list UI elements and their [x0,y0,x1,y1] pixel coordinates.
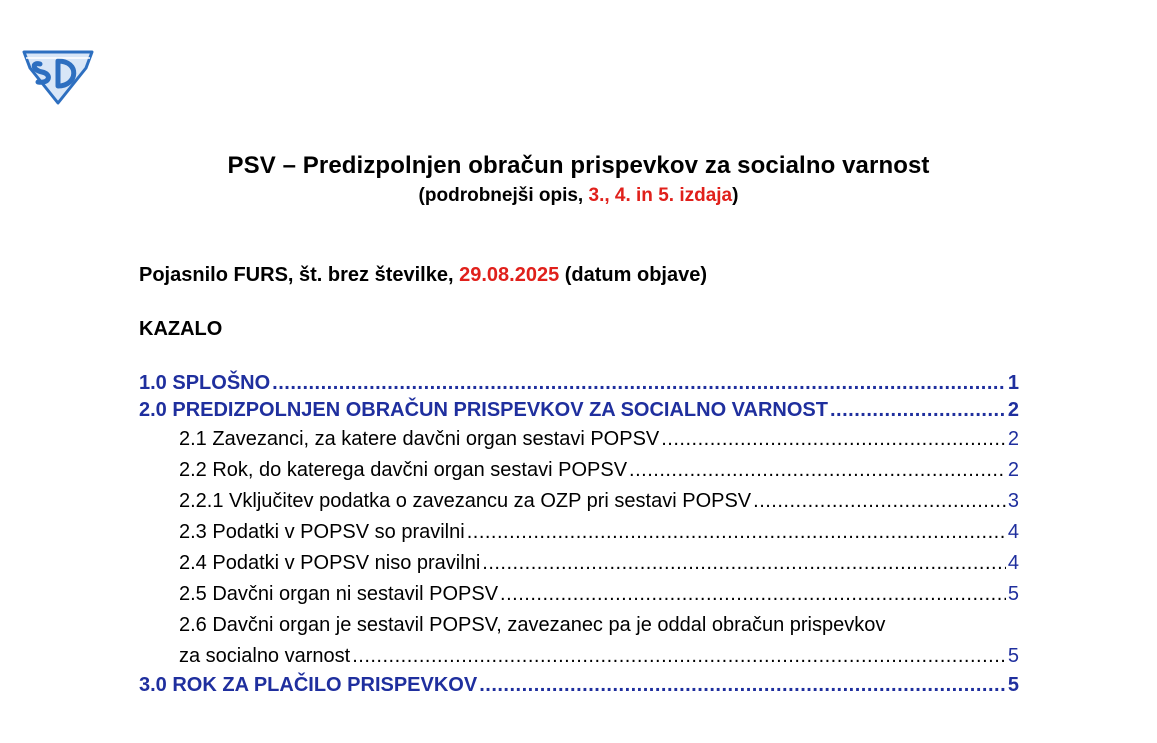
toc-leader [479,672,1006,699]
toc-entry-text-continued: za socialno varnost [179,645,351,667]
toc-heading: KAZALO [139,318,223,340]
toc-entry-2-2[interactable] [139,455,1019,486]
toc-leader [500,579,1006,610]
toc-entry-text: 3.0 ROK ZA PLAČILO PRISPEVKOV [139,674,478,696]
toc-entry-text: 2.2.1 Vključitev podatka o zavezancu za OZP pri sestavi POPSV [179,490,752,512]
note-date: 29.08.2025 [459,264,560,286]
furs-note [139,264,707,287]
toc-entry-2-6-line2[interactable] [139,641,1019,672]
toc-leader [629,455,1006,486]
toc-page-number: 2 [1007,459,1019,481]
toc-page-number: 5 [1007,674,1019,696]
toc-entry-text: 2.5 Davčni organ ni sestavil POPSV [179,583,499,605]
note-suffix: (datum objave) [559,264,708,286]
toc-entry-2-5[interactable] [139,579,1019,610]
toc-page-number: 2 [1007,428,1019,450]
toc-entry-2-2-1[interactable] [139,486,1019,517]
toc-entry-2-1[interactable] [139,424,1019,455]
toc-entry-2-0[interactable] [139,397,1019,424]
sd-logo [20,46,96,106]
table-of-contents [139,370,1019,699]
toc-page-number: 3 [1007,490,1019,512]
toc-entry-text: 2.3 Podatki v POPSV so pravilni [179,521,465,543]
toc-leader [482,548,1006,579]
toc-page-number: 5 [1007,645,1019,667]
note-prefix: Pojasnilo FURS, št. brez številke, [139,264,460,286]
toc-entry-3-0[interactable] [139,672,1019,699]
toc-leader [830,397,1006,424]
toc-leader [272,370,1006,397]
document-subtitle [0,185,1157,207]
toc-entry-2-3[interactable] [139,517,1019,548]
toc-entry-text: 2.4 Podatki v POPSV niso pravilni [179,552,481,574]
toc-page-number: 1 [1007,372,1019,394]
subtitle-editions: 3., 4. in 5. izdaja [588,185,733,206]
toc-entry-2-6-line1[interactable] [139,610,1019,641]
toc-leader [352,641,1006,672]
subtitle-prefix: (podrobnejši opis, [418,185,589,206]
toc-entry-text: 2.0 PREDIZPOLNJEN OBRAČUN PRISPEVKOV ZA SOCIALNO VARNOST [139,399,828,421]
toc-entry-1-0[interactable] [139,370,1019,397]
toc-entry-text: 2.1 Zavezanci, za katere davčni organ sestavi POPSV [179,428,660,450]
toc-page-number: 4 [1007,521,1019,543]
toc-entry-text: 1.0 SPLOŠNO [139,372,271,394]
toc-page-number: 5 [1007,583,1019,605]
toc-page-number: 4 [1007,552,1019,574]
toc-leader [661,424,1006,455]
toc-leader [753,486,1006,517]
toc-entry-text: 2.2 Rok, do katerega davčni organ sestavi POPSV [179,459,628,481]
subtitle-suffix: ) [732,185,739,206]
toc-leader [467,517,1006,548]
toc-page-number: 2 [1007,399,1019,421]
document-title: PSV – Predizpolnjen obračun prispevkov za socialno varnost [227,152,930,179]
toc-entry-text: 2.6 Davčni organ je sestavil POPSV, zavezanec pa je oddal obračun prispevkov [179,614,886,636]
toc-entry-2-4[interactable] [139,548,1019,579]
